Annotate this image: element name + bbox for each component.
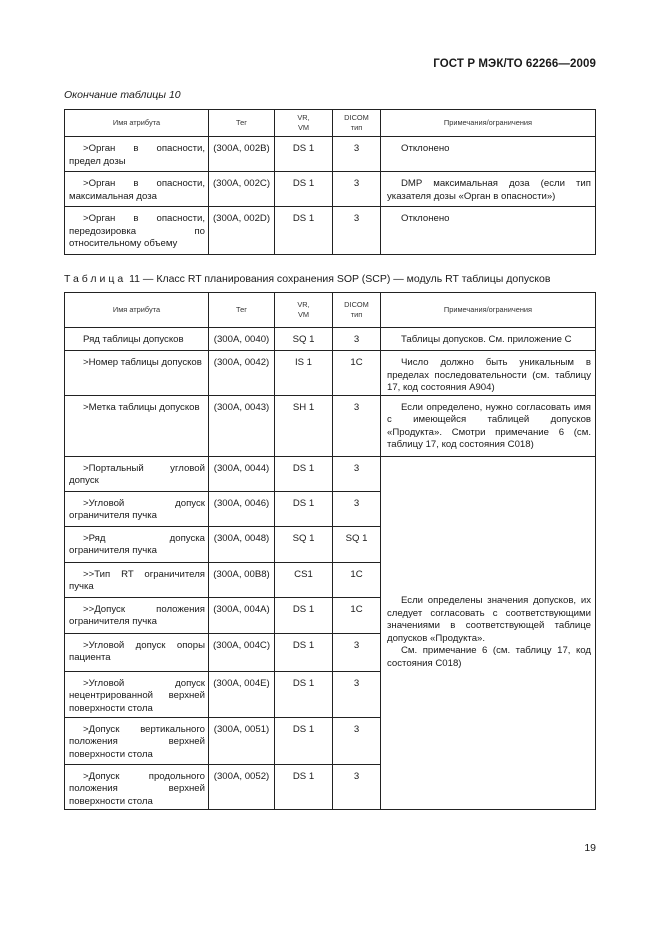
attribute-name: >Метка таблицы допусков [65,395,209,456]
attribute-name: >>Тип RT ограничителя пучка [65,562,209,597]
attribute-dicom-type: 3 [333,328,381,351]
attribute-dicom-type: 3 [333,671,381,717]
attribute-dicom-type: 3 [333,456,381,491]
col-header-notes: Примечания/ограничения [381,293,596,328]
attribute-dicom-type: 3 [333,172,381,207]
merged-tolerance-note [381,456,596,809]
attribute-note: DMP максимальная доза (если тип указателя дозы «Орган в опасности») [381,172,596,207]
col-header-vr: VR, VM [275,293,333,328]
table-header-row [65,110,596,137]
col-header-name: Имя атрибута [65,110,209,137]
attribute-tag: (300A, 0048) [209,526,275,562]
merged-note-paragraph-2: См. примечание 6 (см. таблицу 17, код состояния С018) [387,645,591,669]
attribute-vr: DS 1 [275,717,333,764]
attribute-name: >Орган в опасности, передозировка по относительному объему [65,207,209,255]
attribute-vr: SH 1 [275,395,333,456]
attribute-vr: SQ 1 [275,526,333,562]
attribute-tag: (300A, 0044) [209,456,275,491]
attribute-note: Число должно быть уникальным в пределах последовательности (см. таблицу 17, код состояния А904) [381,351,596,396]
table-header-row [65,293,596,328]
attribute-vr: DS 1 [275,137,333,172]
attribute-tag: (300A, 004C) [209,633,275,671]
col-header-name: Имя атрибута [65,293,209,328]
col-header-vr: VR, VM [275,110,333,137]
attribute-name: >Допуск вертикального положения верхней поверхности стола [65,717,209,764]
table-11-caption: Таблица 11 — Класс RT планирования сохранения SOP (SCP) — модуль RT таблицы допусков [64,273,551,285]
attribute-name: >Орган в опасности, предел дозы [65,137,209,172]
attribute-tag: (300A, 002D) [209,207,275,255]
attribute-dicom-type: 1C [333,351,381,396]
attribute-tag: (300A, 004A) [209,597,275,633]
page-number: 19 [584,842,596,854]
table-11 [64,292,596,810]
attribute-dicom-type: 1C [333,562,381,597]
attribute-name: >Орган в опасности, максимальная доза [65,172,209,207]
table-row [65,172,596,207]
table-row [65,207,596,255]
attribute-tag: (300A, 004E) [209,671,275,717]
col-header-tag: Тег [209,293,275,328]
attribute-dicom-type: 3 [333,764,381,809]
table-row [65,351,596,396]
attribute-vr: DS 1 [275,597,333,633]
attribute-tag: (300A, 002B) [209,137,275,172]
col-header-notes: Примечания/ограничения [381,110,596,137]
attribute-vr: DS 1 [275,633,333,671]
attribute-name: >>Допуск положения ограничителя пучка [65,597,209,633]
attribute-tag: (300A, 0052) [209,764,275,809]
attribute-vr: DS 1 [275,172,333,207]
attribute-tag: (300A, 0046) [209,491,275,526]
attribute-name: >Портальный угловой допуск [65,456,209,491]
table-row [65,137,596,172]
attribute-dicom-type: 1C [333,597,381,633]
attribute-tag: (300A, 0051) [209,717,275,764]
attribute-dicom-type: 3 [333,395,381,456]
attribute-vr: CS1 [275,562,333,597]
table-10-end [64,109,596,255]
table-row [65,328,596,351]
attribute-dicom-type: 3 [333,717,381,764]
attribute-note: Отклонено [381,137,596,172]
attribute-vr: DS 1 [275,491,333,526]
attribute-dicom-type: 3 [333,137,381,172]
attribute-note: Отклонено [381,207,596,255]
attribute-name: >Ряд допуска ограничителя пучка [65,526,209,562]
attribute-dicom-type: 3 [333,207,381,255]
attribute-tag: (300A, 0042) [209,351,275,396]
attribute-tag: (300A, 0043) [209,395,275,456]
attribute-vr: DS 1 [275,764,333,809]
col-header-tag: Тег [209,110,275,137]
table-10-continuation-caption: Окончание таблицы 10 [64,89,181,101]
attribute-name: >Угловой допуск опоры пациента [65,633,209,671]
attribute-name: >Угловой допуск нецентрированной верхней поверхности стола [65,671,209,717]
attribute-name: >Допуск продольного положения верхней поверхности стола [65,764,209,809]
table-row [65,395,596,456]
attribute-note: Таблицы допусков. См. приложение С [381,328,596,351]
attribute-tag: (300A, 00B8) [209,562,275,597]
attribute-note: Если определено, нужно согласовать имя с имеющейся таблицей допусков «Продукта». Смотри примечание 6 (см. таблицу 17, код состояния С018) [381,395,596,456]
attribute-tag: (300A, 0040) [209,328,275,351]
attribute-name: >Номер таблицы допусков [65,351,209,396]
attribute-dicom-type: 3 [333,633,381,671]
col-header-dicom-type: DICOM тип [333,110,381,137]
attribute-dicom-type: 3 [333,491,381,526]
attribute-name: >Угловой допуск ограничителя пучка [65,491,209,526]
attribute-vr: IS 1 [275,351,333,396]
col-header-dicom-type: DICOM тип [333,293,381,328]
merged-note-paragraph-1: Если определены значения допусков, их следует согласовать с соответствующими значениями в соответствующей таблице допусков «Продукта». [387,595,591,644]
attribute-vr: DS 1 [275,456,333,491]
table-row [65,456,596,491]
attribute-name: Ряд таблицы допусков [65,328,209,351]
attribute-dicom-type: SQ 1 [333,526,381,562]
attribute-vr: DS 1 [275,671,333,717]
attribute-vr: DS 1 [275,207,333,255]
attribute-vr: SQ 1 [275,328,333,351]
document-code: ГОСТ Р МЭК/ТО 62266—2009 [433,58,596,70]
attribute-tag: (300A, 002C) [209,172,275,207]
